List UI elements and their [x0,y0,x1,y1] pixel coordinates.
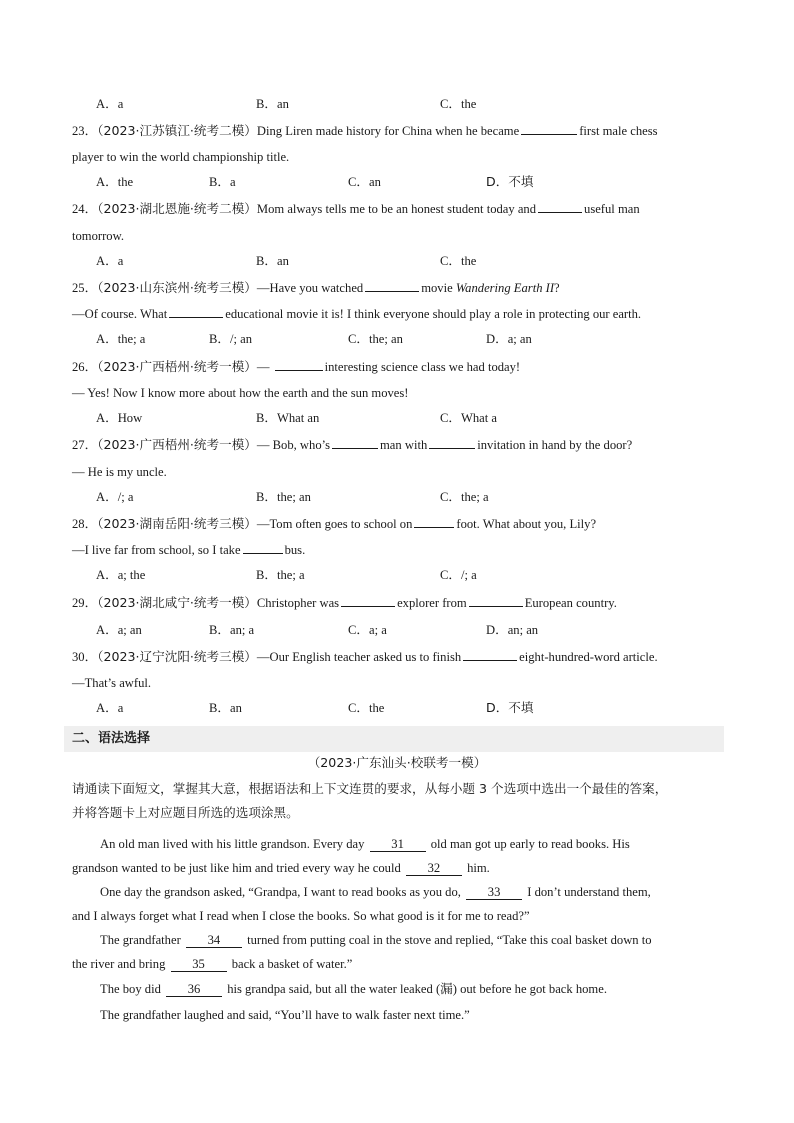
question-source: （2023·广西梧州·统考一模） [97,437,257,452]
q26-stem-line2: — Yes! Now I know more about how the earth and the sun moves! [72,386,409,400]
question-source: （2023·山东滨州·统考三模） [97,280,257,295]
option-a[interactable]: A．a; the [96,568,146,582]
option-a[interactable]: A．a [96,701,124,715]
q26-stem: 26．（2023·广西梧州·统考一模）— interesting science class we had today! [72,359,521,374]
option-d[interactable]: D．不填 [486,174,534,189]
question-source: （2023·江苏镇江·统考二模） [97,123,257,138]
instructions-line2: 并将答题卡上对应题目所选的选项涂黑。 [72,805,299,820]
option-c[interactable]: C．the [440,97,477,111]
question-source: （2023·湖北咸宁·统考一模） [97,595,257,610]
question-source: （2023·辽宁沈阳·统考三模） [97,649,257,664]
q28-stem-line2: —I live far from school, so I take bus. [72,543,306,557]
passage-line: The boy did 36 his grandpa said, but all the water leaked (漏) out before he got back home. [100,982,607,996]
option-a[interactable]: A．a; an [96,623,142,637]
option-c[interactable]: C．an [348,175,381,189]
option-c[interactable]: C．a; a [348,623,387,637]
option-b[interactable]: B．the; an [256,490,311,504]
blank-31[interactable]: 31 [370,837,426,852]
answer-blank [341,594,395,607]
answer-blank [169,305,223,318]
option-a[interactable]: A．/; a [96,490,134,504]
q27-stem-line2: — He is my uncle. [72,465,167,479]
passage-line: the river and bring 35 back a basket of water.” [72,957,353,971]
passage-line: The grandfather 34 turned from putting coal in the stove and replied, “Take this coal basket down to [100,933,652,947]
q28-stem: 28．（2023·湖南岳阳·统考三模）—Tom often goes to school on foot. What about you, Lily? [72,516,597,531]
option-b[interactable]: B．an [209,701,242,715]
answer-blank [469,594,523,607]
q24-stem: 24．（2023·湖北恩施·统考二模）Mom always tells me to be an honest student today and useful man [72,201,640,216]
question-number: 23． [72,124,98,138]
option-d[interactable]: D．不填 [486,700,534,715]
section-header-bar [64,726,724,752]
option-c[interactable]: C．the; a [440,490,489,504]
blank-33[interactable]: 33 [466,885,522,900]
blank-34[interactable]: 34 [186,933,242,948]
question-source: （2023·广西梧州·统考一模） [97,359,257,374]
option-b[interactable]: B．What an [256,411,320,425]
question-number: 28． [72,517,98,531]
passage-source: （2023·广东汕头·校联考一模） [307,755,487,770]
option-d[interactable]: D．an; an [486,623,539,637]
blank-35[interactable]: 35 [171,957,227,972]
blank-32[interactable]: 32 [406,861,462,876]
q29-stem: 29．（2023·湖北咸宁·统考一模）Christopher was explorer from European country. [72,595,617,610]
q23-stem: 23．（2023·江苏镇江·统考二模）Ding Liren made history for China when he became first male chess [72,123,658,138]
option-c[interactable]: C．What a [440,411,498,425]
q27-stem: 27．（2023·广西梧州·统考一模）— Bob, who’s man with invitation in hand by the door? [72,437,633,452]
option-b[interactable]: B．the; a [256,568,305,582]
q24-stem-line2: tomorrow. [72,229,124,243]
q30-stem-line2: —That’s awful. [72,676,152,690]
option-a[interactable]: A．a [96,97,124,111]
question-number: 26． [72,360,98,374]
instructions-line1: 请通读下面短文，掌握其大意，根据语法和上下文连贯的要求，从每小题 3 个选项中选出一个最佳的答案， [72,781,668,796]
question-number: 27． [72,438,98,452]
answer-blank [332,436,378,449]
question-number: 29． [72,596,98,610]
passage-line: grandson wanted to be just like him and tried every way he could 32 him. [72,861,490,875]
option-c[interactable]: C．the [348,701,385,715]
option-a[interactable]: A．the; a [96,332,146,346]
option-c[interactable]: C．/; a [440,568,477,582]
option-c[interactable]: C．the [440,254,477,268]
blank-36[interactable]: 36 [166,982,222,997]
movie-title: Wandering Earth II [455,281,555,295]
question-number: 25． [72,281,98,295]
option-b[interactable]: B．an [256,254,289,268]
q25-stem: 25．（2023·山东滨州·统考三模）—Have you watched movie Wandering Earth II? [72,280,560,295]
option-b[interactable]: B．an; a [209,623,255,637]
question-source: （2023·湖南岳阳·统考三模） [97,516,257,531]
answer-blank [538,200,582,213]
option-a[interactable]: A．the [96,175,134,189]
answer-blank [275,358,323,371]
passage-line: and I always forget what I read when I close the books. So what good is it for me to read?” [72,909,530,923]
answer-blank [243,541,283,554]
option-b[interactable]: B．an [256,97,289,111]
passage-line: The grandfather laughed and said, “You’ll have to walk faster next time.” [100,1008,470,1022]
q23-stem-line2: player to win the world championship title. [72,150,290,164]
question-source: （2023·湖北恩施·统考二模） [97,201,257,216]
option-b[interactable]: B．a [209,175,236,189]
passage-line: One day the grandson asked, “Grandpa, I want to read books as you do, 33 I don’t understand them, [100,885,651,899]
option-b[interactable]: B．/; an [209,332,253,346]
answer-blank [414,515,454,528]
option-d[interactable]: D．a; an [486,332,532,346]
answer-blank [521,122,577,135]
q25-stem-line2: —Of course. What educational movie it is! I think everyone should play a role in protecting our earth. [72,307,642,321]
option-a[interactable]: A．a [96,254,124,268]
option-a[interactable]: A．How [96,411,143,425]
passage-line: An old man lived with his little grandson. Every day 31 old man got up early to read books. His [100,837,630,851]
q30-stem: 30．（2023·辽宁沈阳·统考三模）—Our English teacher asked us to finish eight-hundred-word article. [72,649,658,664]
question-number: 24． [72,202,98,216]
answer-blank [429,436,475,449]
question-number: 30． [72,650,98,664]
answer-blank [463,648,517,661]
answer-blank [365,279,419,292]
option-c[interactable]: C．the; an [348,332,403,346]
section-title: 二、语法选择 [72,731,151,746]
